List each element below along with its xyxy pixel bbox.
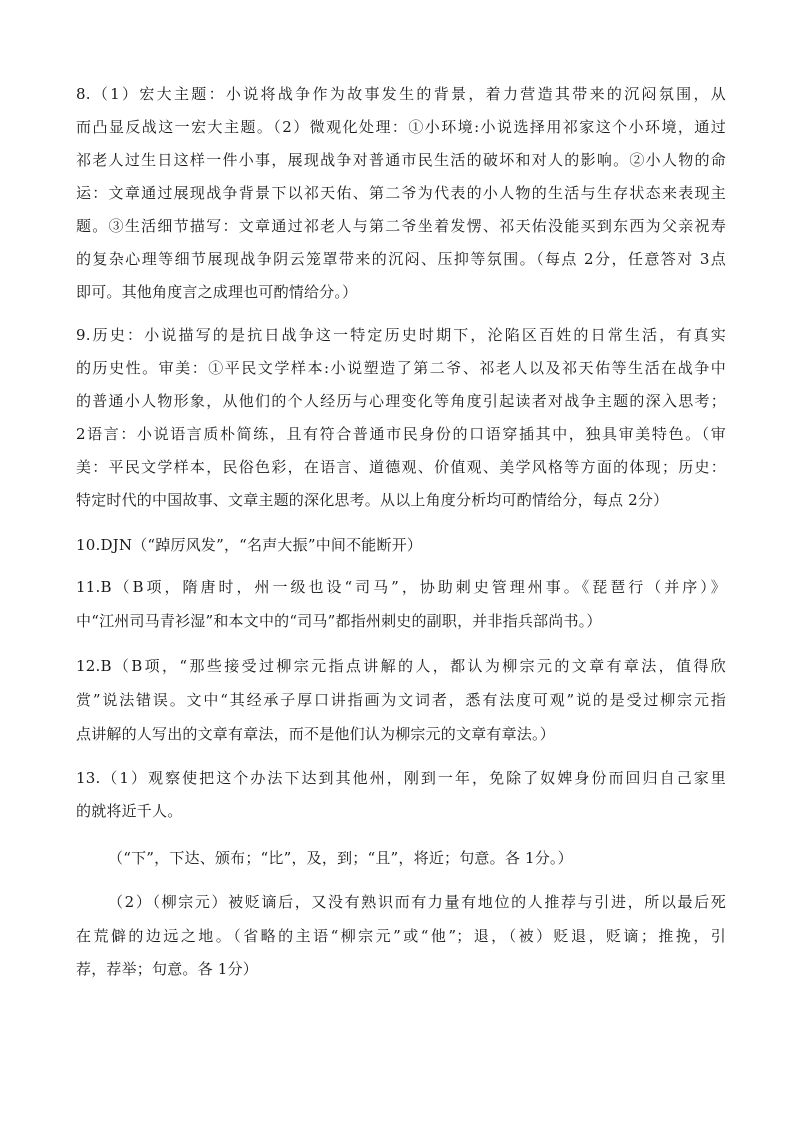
text-line: 赏”说法错误。文中“其经承子厚口讲指画为文词者，悉有法度可观”说的是受过柳宗元指 [76,691,726,709]
text-line: （“下”，下达、颁布；“比”，及，到；“且”，将近；句意。各 1分。） [108,849,573,867]
text-line: 点讲解的人写出的文章有章法，而不是他们认为柳宗元的文章有章法。） [76,725,555,743]
text-line: 11.B（B项，隋唐时，州一级也设“司马”，协助刺史管理州事。《琵琶行（并序）》 [76,578,726,596]
text-line: 运：文章通过展现战争背景下以祁天佑、第二爷为代表的小人物的生活与生存状态来表现主 [76,184,726,202]
text-line: 10.DJN（“踔厉风发”，“名声大振”中间不能断开） [76,536,423,554]
text-line: 13.（1）观察使把这个办法下达到其他州，刚到一年，免除了奴婢身份而回归自己家里 [76,769,726,787]
text-line: 的复杂心理等细节展现战争阴云笼罩带来的沉闷、压抑等氛围。（每点 2分，任意答对 3点 [76,250,726,268]
text-line: 荐，荐举；句意。各 1分） [76,960,258,978]
text-line: 即可。其他角度言之成理也可酌情给分。） [76,283,358,301]
text-line: 特定时代的中国故事、文章主题的深化思考。从以上角度分析均可酌情给分，每点 2分） [76,491,669,509]
text-line: 美：平民文学样本，民俗色彩，在语言、道德观、价值观、美学风格等方面的体现；历史： [76,458,726,476]
text-line: 的历史性。审美：①平民文学样本:小说塑造了第二爷、祁老人以及祁天佑等生活在战争中 [76,359,726,377]
text-line: 8.（1）宏大主题：小说将战争作为故事发生的背景，着力营造其带来的沉闷氛围，从 [76,85,726,103]
text-line: 的普通小人物形象，从他们的个人经历与心理变化等角度引起读者对战争主题的深入思考； [76,392,726,410]
text-line: 的就将近千人。 [76,802,183,820]
text-line: 在荒僻的边远之地。（省略的主语“柳宗元”或“他”；退，（被）贬退，贬谪；推挽，引 [76,927,726,945]
text-line: （2）（柳宗元）被贬谪后，又没有熟识而有力量有地位的人推荐与引进，所以最后死 [108,893,726,911]
text-line: 12.B（B项，“那些接受过柳宗元指点讲解的人，都认为柳宗元的文章有章法，值得欣 [76,657,726,675]
text-line: 中“江州司马青衫湿”和本文中的“司马”都指州刺史的副职，并非指兵部尚书。） [76,612,602,630]
text-line: 9.历史：小说描写的是抗日战争这一特定历史时期下，沦陷区百姓的日常生活，有真实 [76,326,726,344]
text-line: 题。③生活细节描写：文章通过祁老人与第二爷坐着发愣、祁天佑没能买到东西为父亲祝寿 [76,217,726,235]
text-line: 祁老人过生日这样一件小事，展现战争对普通市民生活的破坏和对人的影响。②小人物的命 [76,151,726,169]
text-line: 2语言：小说语言质朴简练，且有符合普通市民身份的口语穿插其中，独具审美特色。（审 [76,425,726,443]
text-line: 而凸显反战这一宏大主题。（2）微观化处理：①小环境:小说选择用祁家这个小环境，通过 [76,118,726,136]
